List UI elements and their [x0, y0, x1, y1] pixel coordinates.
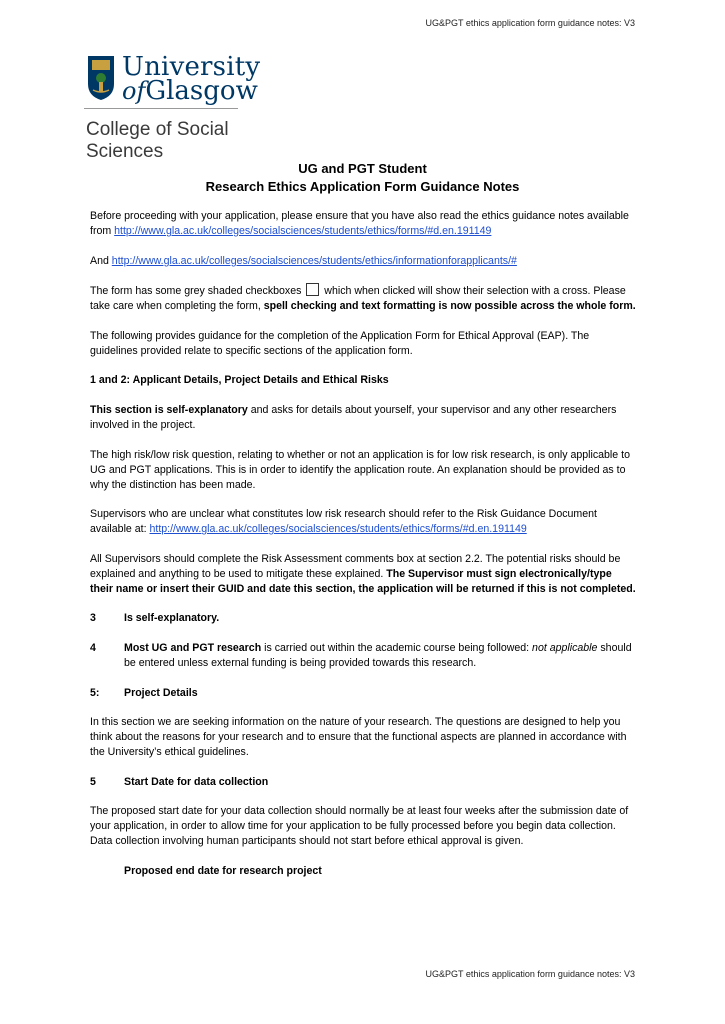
- logo-glasgow-text: ofGlasgow: [122, 76, 258, 106]
- intro-paragraph-4: The following provides guidance for the completion of the Application Form for Ethical Approval (EAP). The guidelines provided relate to specific sections of the application form.: [90, 329, 590, 357]
- header-version-note: UG&PGT ethics application form guidance notes: V3: [425, 18, 635, 28]
- logo-divider: [84, 108, 238, 109]
- start-date-paragraph: The proposed start date for your data collection should normally be at least four weeks after the submission date of your application, in order to allow time for your application to be fully processed before you begin data collection. Data collection involving human participants should not start before ethical approval is given.: [90, 805, 629, 848]
- information-for-applicants-link[interactable]: http://www.gla.ac.uk/colleges/socialsciences/students/ethics/informationforapplicants/#: [111, 254, 517, 267]
- document-title: UG and PGT Student Research Ethics Application Form Guidance Notes: [205, 161, 520, 194]
- section-5-paragraph: In this section we are seeking information on the nature of your research. The questions are designed to help you think about the reasons for your research and to ensure that the functional aspects are planned in accordance with the University’s ethical guidelines.: [90, 716, 627, 759]
- footer-version-note: UG&PGT ethics application form guidance notes: V3: [425, 969, 635, 979]
- intro-paragraph-1: Before proceeding with your application, please ensure that you have also read the ethics guidance notes available from http://www.gla.ac.uk/colleges/socialsciences/students/ethics/forms/#d.en.191149: [90, 210, 629, 237]
- intro-paragraph-3: The form has some grey shaded checkboxes which when clicked will show their selection with a cross. Please take care when completing the form, spell checking and text formatting is now possible across the whole form.: [90, 285, 636, 313]
- risk-guidance-link[interactable]: http://www.gla.ac.uk/colleges/socialsciences/students/ethics/forms/#d.en.191149: [149, 523, 527, 536]
- section-1-2-paragraph-3: Supervisors who are unclear what constitutes low risk research should refer to the Risk Guidance Document available at: http://www.gla.ac.uk/colleges/socialsciences/students/ethics/forms/#d.en.191149: [90, 508, 597, 536]
- college-name: College of Social Sciences: [86, 119, 229, 162]
- section-1-2-paragraph-4: All Supervisors should complete the Risk Assessment comments box at section 2.2. The potential risks should be explained and anything to be used to mitigate these explained. The Supervisor must sign electronically/type their name or insert their GUID and date this section, the application will be returned if this is not completed.: [90, 552, 636, 595]
- checkbox-icon: [306, 283, 319, 296]
- start-date-heading: 5 Start Date for data collection: [90, 775, 269, 788]
- intro-paragraph-2: And http://www.gla.ac.uk/colleges/socialsciences/students/ethics/informationforapplicants/#: [90, 254, 517, 267]
- university-logo: [86, 54, 260, 104]
- section-5-heading: 5: Project Details: [90, 686, 198, 699]
- section-1-2-paragraph-2: The high risk/low risk question, relating to whether or not an application is for low risk research, is only applicable to UG and PGT applications. This is in order to identify the application route. An explanation should be provided as to why the distinction has been made.: [90, 448, 630, 491]
- end-date-heading: Proposed end date for research project: [124, 864, 322, 877]
- crest-icon: [86, 54, 116, 102]
- document-body: [90, 209, 636, 879]
- section-1-2-paragraph-1: This section is self-explanatory and asks for details about yourself, your supervisor and any other researchers involved in the project.: [90, 403, 617, 431]
- section-1-2-heading: 1 and 2: Applicant Details, Project Details and Ethical Risks: [90, 374, 389, 387]
- section-4: 4 Most UG and PGT research is carried out within the academic course being followed: not applicable should be entered unless external funding is being provided towards this research.: [90, 641, 632, 669]
- section-3: 3 Is self-explanatory.: [90, 612, 220, 625]
- ethics-forms-link[interactable]: http://www.gla.ac.uk/colleges/socialsciences/students/ethics/forms/#d.en.191149: [114, 225, 492, 237]
- logo-university-text: University: [122, 52, 261, 82]
